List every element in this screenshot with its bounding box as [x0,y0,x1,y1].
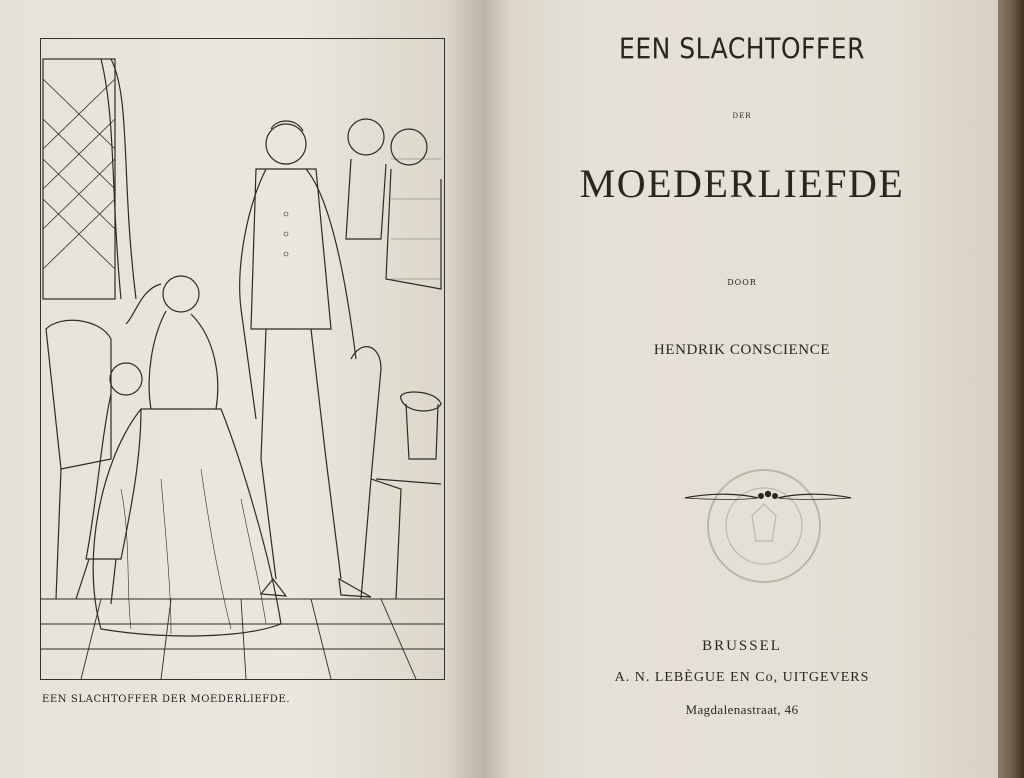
main-title: MOEDERLIEFDE [579,161,905,206]
illustration-caption: EEN SLACHTOFFER DER MOEDERLIEFDE. [42,694,291,705]
frontispiece-illustration [40,38,445,680]
engraving-drawing [41,39,444,679]
ornament-divider-icon [683,486,853,508]
title-line-1: EEN SLACHTOFFER [619,31,865,66]
page-edges [998,0,1024,778]
by-line: DOOR [727,278,757,287]
author-name: HENDRIK CONSCIENCE [653,342,831,358]
title-connector: DER [732,112,752,120]
publisher-name: A. N. LEBÈGUE EN Co, UITGEVERS [614,670,870,685]
library-stamp-icon [702,456,832,596]
publisher-address: Magdalenastraat, 46 [685,702,799,717]
publication-city: BRUSSEL [702,638,782,654]
